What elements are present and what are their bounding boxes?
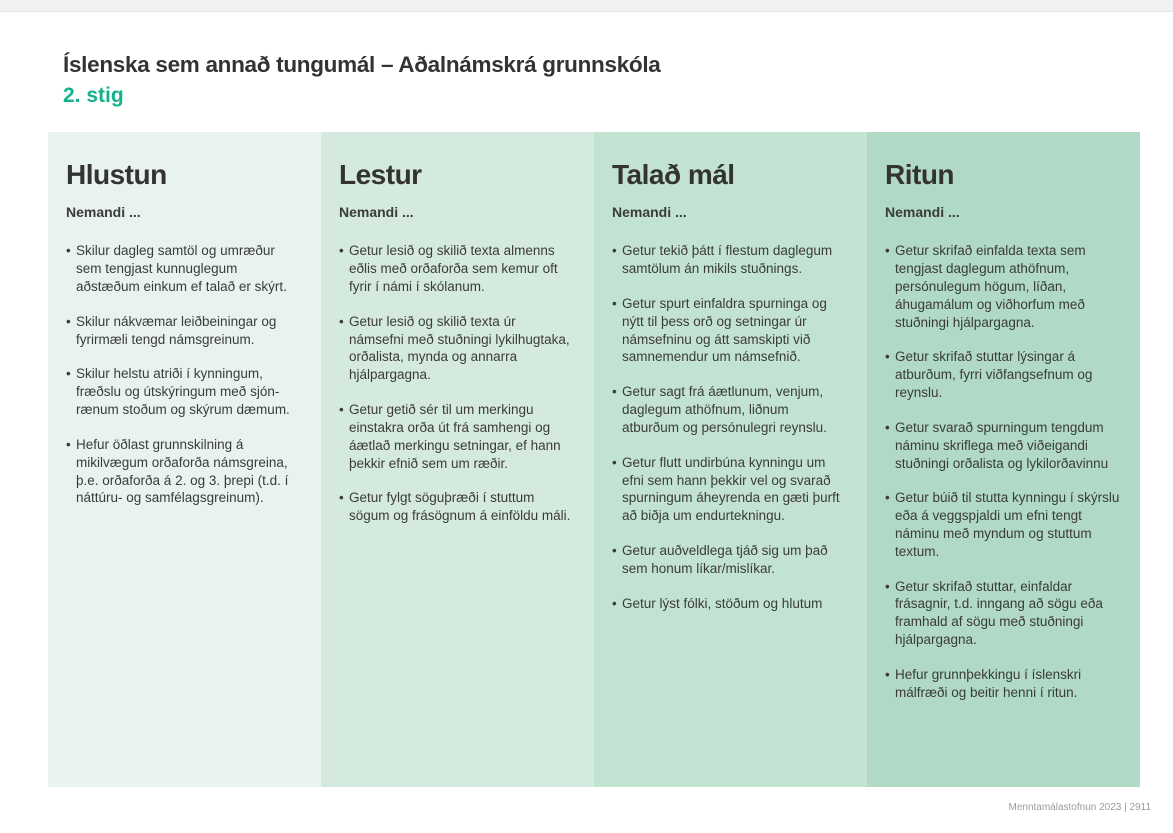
bullet-item: • Getur skrifað stuttar lýsingar á atburðum, fyrri viðfangsefnum og reynslu. xyxy=(885,348,1120,401)
bullet-item: • Getur lýst fólki, stöðum og hlutum xyxy=(612,595,847,613)
bullet-item: • Getur getið sér til um merkingu einstakra orða út frá samhengi og áætlað merkingu setningar, ef hann þekkir efnið sem um ræðir. xyxy=(339,401,574,472)
column-lead: Nemandi ... xyxy=(885,204,960,221)
bullet-item: • Getur sagt frá áætlunum, venjum, daglegum athöfnum, liðnum atburðum og persónulegri reynslu. xyxy=(612,383,847,436)
skill-column-tala-m-l xyxy=(594,132,867,787)
bullet-item: • Getur auðveldlega tjáð sig um það sem honum líkar/mislíkar. xyxy=(612,542,847,578)
skill-column-lestur xyxy=(321,132,594,787)
bullet-item: • Getur skrifað einfalda texta sem tengjast daglegum athöfnum, persónulegum högum, líðan, áhugamálum og viðhorfum með stuðningi hjálpargagna. xyxy=(885,242,1120,331)
bullet-item: • Skilur helstu atriði í kynningum, fræðslu og útskýringum með sjónrænum stoðum og skýrum dæmum. xyxy=(66,365,301,418)
bullet-item: • Getur fylgt söguþræði í stuttum sögum og frásögnum á einföldu máli. xyxy=(339,489,574,525)
bullet-item: • Skilur nákvæmar leiðbeiningar og fyrirmæli tengd námsgreinum. xyxy=(66,313,301,349)
bullet-item: • Getur flutt undirbúna kynningu um efni sem hann þekkir vel og svarað spurningum áheyrenda en gæti þurft að biðja um endurtekningu. xyxy=(612,454,847,525)
bullet-item: • Hefur öðlast grunnskilning á mikilvægum orðaforða námsgreina, þ.e. orðaforða á 2. og 3. þrepi (t.d. í náttúru- og samfélagsgreinum). xyxy=(66,436,301,507)
column-lead: Nemandi ... xyxy=(612,204,687,221)
skill-column-ritun xyxy=(867,132,1140,787)
curriculum-table xyxy=(48,132,1140,787)
bullet-item: • Getur lesið og skilið texta úr námsefni með stuðningi lykilhugtaka, orðalista, mynda og annarra hjálpargagna. xyxy=(339,313,574,384)
document-footer xyxy=(1008,802,1151,813)
bullet-item: • Getur búið til stutta kynningu í skýrslu eða á veggspjaldi um efni tengt náminu með myndum og stuttum textum. xyxy=(885,489,1120,560)
footer-credit: Menntamálastofnun 2023 | 2911 xyxy=(1008,802,1151,813)
bullet-item: • Getur lesið og skilið texta almenns eðlis með orðaforða sem kemur oft fyrir í námi í skólanum. xyxy=(339,242,574,295)
bullet-item: • Hefur grunnþekkingu í íslenskri málfræði og beitir henni í ritun. xyxy=(885,666,1120,702)
column-heading: Talað mál xyxy=(612,159,735,190)
bullet-item: • Skilur dagleg samtöl og umræður sem tengjast kunnuglegum aðstæðum einkum ef talað er skýrt. xyxy=(66,242,301,295)
viewer-page-edge xyxy=(0,0,1173,12)
column-heading: Ritun xyxy=(885,159,955,190)
document-header xyxy=(63,52,661,107)
column-bullet-list xyxy=(66,242,301,507)
column-heading: Hlustun xyxy=(66,159,167,190)
column-bullet-list xyxy=(339,242,574,525)
page-title: Íslenska sem annað tungumál – Aðalnámskrá grunnskóla xyxy=(63,52,661,77)
column-bullet-list xyxy=(612,242,847,612)
page-subtitle: 2. stig xyxy=(63,83,124,107)
bullet-item: • Getur skrifað stuttar, einfaldar frásagnir, t.d. inngang að sögu eða framhald af sögu með stuðningi hjálpargagna. xyxy=(885,578,1120,649)
bullet-item: • Getur tekið þátt í flestum daglegum samtölum án mikils stuðnings. xyxy=(612,242,847,278)
bullet-item: • Getur svarað spurningum tengdum náminu skriflega með viðeigandi stuðningi orðalista og lykilorðavinnu xyxy=(885,419,1120,472)
column-lead: Nemandi ... xyxy=(339,204,414,221)
skill-column-hlustun xyxy=(48,132,321,787)
bullet-item: • Getur spurt einfaldra spurninga og nýtt til þess orð og setningar úr námsefninu og átt samskipti við samnemendur um námsefnið. xyxy=(612,295,847,366)
column-heading: Lestur xyxy=(339,159,422,190)
column-bullet-list xyxy=(885,242,1120,701)
column-lead: Nemandi ... xyxy=(66,204,141,221)
